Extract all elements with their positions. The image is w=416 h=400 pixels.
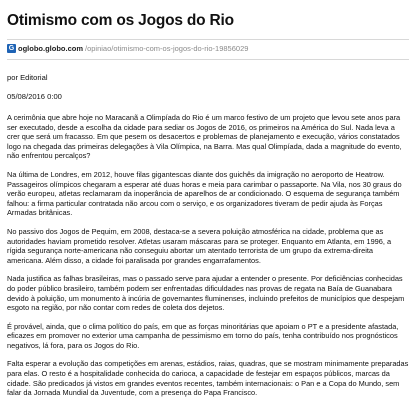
globo-g-icon: G <box>8 45 15 52</box>
article-paragraph: A cerimônia que abre hoje no Maracanã a Olimpíada do Rio é um marco festivo de um projeto que levou sete anos para ser executado, desde a escolha da cidade para sediar os Jogos de 2016, os primeiros na América do Sul. Nada leva a crer que será um fracasso. Em que pesem os desacertos e problemas de planejamento e execução, vários constatados logo na chegada das primeiras delegações à Vila Olímpica, na Barra. Mas qual Olimpíada, dada a magnitude do evento, não enfrentou percalços? <box>7 113 402 161</box>
source-url[interactable] <box>7 44 409 53</box>
article-author: por Editorial <box>7 73 48 82</box>
title-divider <box>7 39 409 40</box>
article-date: 05/08/2016 0:00 <box>7 92 62 101</box>
article-paragraph: Nada justifica as falhas brasileiras, mas o passado serve para ajudar a entender o presente. Por deficiências conhecidas do poder público brasileiro, também podem ser enfrentadas dificuldades nas provas de regata na Baía de Guanabara devido à poluição, um monumento à incúria de governantes fluminenses, incluindo prefeitos de municípios que despejam esgoto na região, por não contar com redes de coleta dos dejetos. <box>7 274 405 313</box>
article-paragraph: Falta esperar a evolução das competições em arenas, estádios, raias, quadras, que se mostram minimamente preparadas para elas. O resto é a hospitalidade conhecida do carioca, a capacidade de festejar em espaços públicos, marcas da cidade. São predicados já vistos em grandes eventos recentes, também internacionais: o Pan e a Copa do Mundo, sem falar da Jornada Mundial da Juventude, com a presença do Papa Francisco. <box>7 359 409 398</box>
source-domain[interactable]: oglobo.globo.com <box>18 44 83 53</box>
source-divider <box>7 59 409 60</box>
source-path[interactable]: /opiniao/otimismo-com-os-jogos-do-rio-19856029 <box>85 44 249 53</box>
article-paragraph: No passivo dos Jogos de Pequim, em 2008, destaca-se a severa poluição atmosférica na cidade, problema que as autoridades haviam prometido resolver. Atletas usaram máscaras para se proteger. Enquanto em Atlanta, em 1996, a rígida segurança norte-americana não conseguiu abortar um atentado terrorista de um grupo da extrema-direita americana. Além disso, a cidade foi paralisada por grandes engarrafamentos. <box>7 226 392 265</box>
article-body <box>7 113 409 398</box>
article-title: Otimismo com os Jogos do Rio <box>7 12 234 29</box>
article-paragraph: Na última de Londres, em 2012, houve filas gigantescas diante dos guichês da imigração no aeroporto de Heatrow. Passageiros olímpicos chegaram a esperar até duas horas e meia para carimbar o passaporte. Na Vila, nos 30 graus do verão europeu, atletas reclamaram da inoperância de aparelhos de ar condicionado. O esquema de segurança também falhou: a firma particular contratada não arcou com o serviço, e os organizadores tiveram de pedir ajuda às Forças Armadas britânicas. <box>7 169 402 218</box>
article-paragraph: É provável, ainda, que o clima político do país, em que as forças minoritárias que apoiam o PT e a presidente afastada, eficazes em promover no exterior uma campanha de pessimismo em torno do país, tenha contribuído nos prognósticos negativos, lá fora, para os Jogos do Rio. <box>7 321 399 350</box>
